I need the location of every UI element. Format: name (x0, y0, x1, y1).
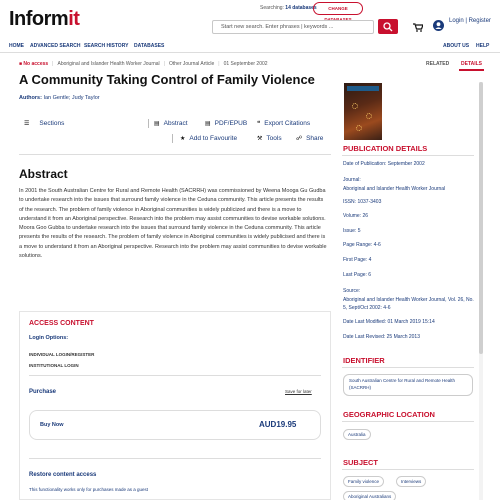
list-icon: ☰ (24, 121, 30, 127)
access-divider (29, 375, 321, 376)
toolbar-bottom-divider (19, 154, 331, 155)
issn: ISSN: 1037-3403 (343, 199, 382, 205)
identifier-chip[interactable]: South Australian Centre for Rural and Remote Health (SACRRH) (343, 374, 473, 396)
price: AUD19.95 (259, 420, 297, 429)
share-button[interactable]: ☍ Share (296, 135, 324, 142)
abstract-heading: Abstract (19, 167, 68, 181)
tab-details-underline (459, 69, 484, 71)
share-icon: ☍ (296, 136, 303, 142)
tab-details[interactable]: DETAILS (461, 61, 483, 67)
tab-related[interactable]: RELATED (426, 61, 450, 67)
journal-detail: Journal: Aboriginal and Islander Health Worker Journal (343, 176, 478, 193)
page-range: Page Range: 4-6 (343, 242, 381, 248)
purchase-label: Purchase (29, 389, 57, 395)
informit-logo[interactable]: Informit (9, 8, 80, 30)
search-input[interactable]: Start new search. Enter phrases | keywords ... (212, 20, 374, 34)
institutional-login-link[interactable]: INSTITUTIONAL LOGIN (29, 363, 79, 368)
sidebar-scroll-thumb[interactable] (479, 82, 483, 354)
subject-chip[interactable]: Aboriginal Australians (343, 491, 396, 500)
access-content-heading: ACCESS CONTENT (29, 320, 94, 327)
save-for-later-link[interactable]: Save for later (285, 389, 312, 394)
cart-icon[interactable] (413, 19, 423, 37)
document-icon: ▤ (154, 121, 160, 127)
searching-databases-text: Searching: 14 databases (260, 5, 317, 11)
quote-icon: ❝ (257, 121, 261, 127)
identifier-heading: IDENTIFIER (343, 356, 385, 365)
file-icon: ▤ (205, 121, 211, 127)
toolbar-divider (172, 134, 173, 143)
nav-advanced-search[interactable]: ADVANCED SEARCH (30, 43, 81, 49)
no-access-label: No access (23, 61, 49, 67)
section-divider (342, 469, 474, 470)
sections-button[interactable]: ☰ Sections (24, 120, 65, 127)
source-detail: Source: Aboriginal and Islander Health Worker Journal, Vol. 26, No. 5, Sept/Oct 2002: 4-6 (343, 288, 474, 311)
nav-home[interactable]: HOME (9, 43, 24, 49)
subject-chip[interactable]: Interviews (396, 476, 426, 487)
login-register-link[interactable]: Login | Register (449, 18, 491, 24)
nav-divider (0, 52, 500, 53)
change-databases-button[interactable]: CHANGE DATABASES (313, 2, 363, 15)
volume: Volume: 26 (343, 213, 369, 219)
access-divider (29, 458, 321, 459)
breadcrumb-date: 01 September 2002 (223, 61, 268, 67)
geographic-chip[interactable]: Australia (343, 429, 371, 440)
user-icon[interactable] (433, 18, 444, 36)
date-last-modified: Date Last Modified: 01 March 2019 15:14 (343, 319, 435, 325)
restore-content-heading: Restore content access (29, 472, 97, 478)
journal-cover-image[interactable] (344, 83, 382, 140)
add-to-favourite-button[interactable]: ★ Add to Favourite (180, 135, 238, 142)
subject-chip[interactable]: Family violence (343, 476, 384, 487)
section-divider (342, 421, 474, 422)
first-page: First Page: 4 (343, 257, 372, 263)
nav-databases[interactable]: DATABASES (134, 43, 165, 49)
nav-about-us[interactable]: ABOUT US (443, 43, 470, 49)
section-divider (342, 367, 474, 368)
date-last-revised: Date Last Revised: 25 March 2013 (343, 334, 420, 340)
wrench-icon: ⚒ (257, 136, 263, 142)
subject-heading: SUBJECT (343, 458, 379, 467)
export-citations-button[interactable]: ❝ Export Citations (257, 120, 311, 127)
buy-now-label[interactable]: Buy Now (40, 422, 64, 428)
article-title: A Community Taking Control of Family Violence (19, 72, 315, 87)
tools-button[interactable]: ⚒ Tools (257, 135, 282, 142)
restore-content-text: This functionality works only for purchases made as a guest (29, 487, 149, 492)
abstract-button[interactable]: ▤ Abstract (154, 120, 188, 127)
nav-help[interactable]: HELP (476, 43, 490, 49)
issue: Issue: 5 (343, 228, 361, 234)
authors-link[interactable]: Ian Gentle; Judy Taylor (43, 95, 100, 101)
journal-link[interactable]: Aboriginal and Islander Health Worker Journal (343, 185, 446, 192)
breadcrumb-journal: Aboriginal and Islander Health Worker Journal (57, 61, 160, 67)
search-icon (383, 22, 393, 32)
breadcrumb: ■ No access | Aboriginal and Islander Health Worker Journal | Other Journal Article | 01 September 2002 (19, 61, 268, 67)
search-button[interactable] (378, 19, 398, 34)
star-icon: ★ (180, 136, 186, 142)
date-of-publication: Date of Publication: September 2002 (343, 161, 425, 167)
login-options-label: Login Options: (29, 335, 69, 341)
nav-search-history[interactable]: SEARCH HISTORY (84, 43, 129, 49)
last-page: Last Page: 6 (343, 272, 372, 278)
pdf-epub-button[interactable]: ▤ PDF/EPUB (205, 120, 248, 127)
article-authors: Authors: Ian Gentle; Judy Taylor (19, 95, 100, 101)
lock-icon: ■ (19, 61, 23, 67)
individual-login-link[interactable]: INDIVIDUAL LOGIN/REGISTER (29, 352, 95, 357)
geographic-location-heading: GEOGRAPHIC LOCATION (343, 410, 435, 419)
abstract-text: In 2001 the South Australian Centre for Rural and Remote Health (SACRRH) was commissioned by Weena Mooga Gu Gudba to undertake research into the issues that surround family violence in the Ceduna community. This article presents the results of the research. The problem of family violence in Aboriginal communities is widely publicized and there is a move to understand it from an Aboriginal perspective. Research into the problem may assist communities to devise workable solutions. Moora Goo Gubba to undertake research into the issues that surround family violence in the Ceduna community. This article presents the results of the research. The problem of family violence in Aboriginal communities is widely publicised and there is a move to understand it from an Aboriginal perspective. Research into the problem may assist communities to devise workable solutions. (19, 188, 327, 260)
breadcrumb-type: Other Journal Article (168, 61, 215, 67)
section-divider (342, 155, 474, 156)
publication-details-heading: PUBLICATION DETAILS (343, 144, 428, 153)
toolbar-divider (148, 119, 149, 128)
